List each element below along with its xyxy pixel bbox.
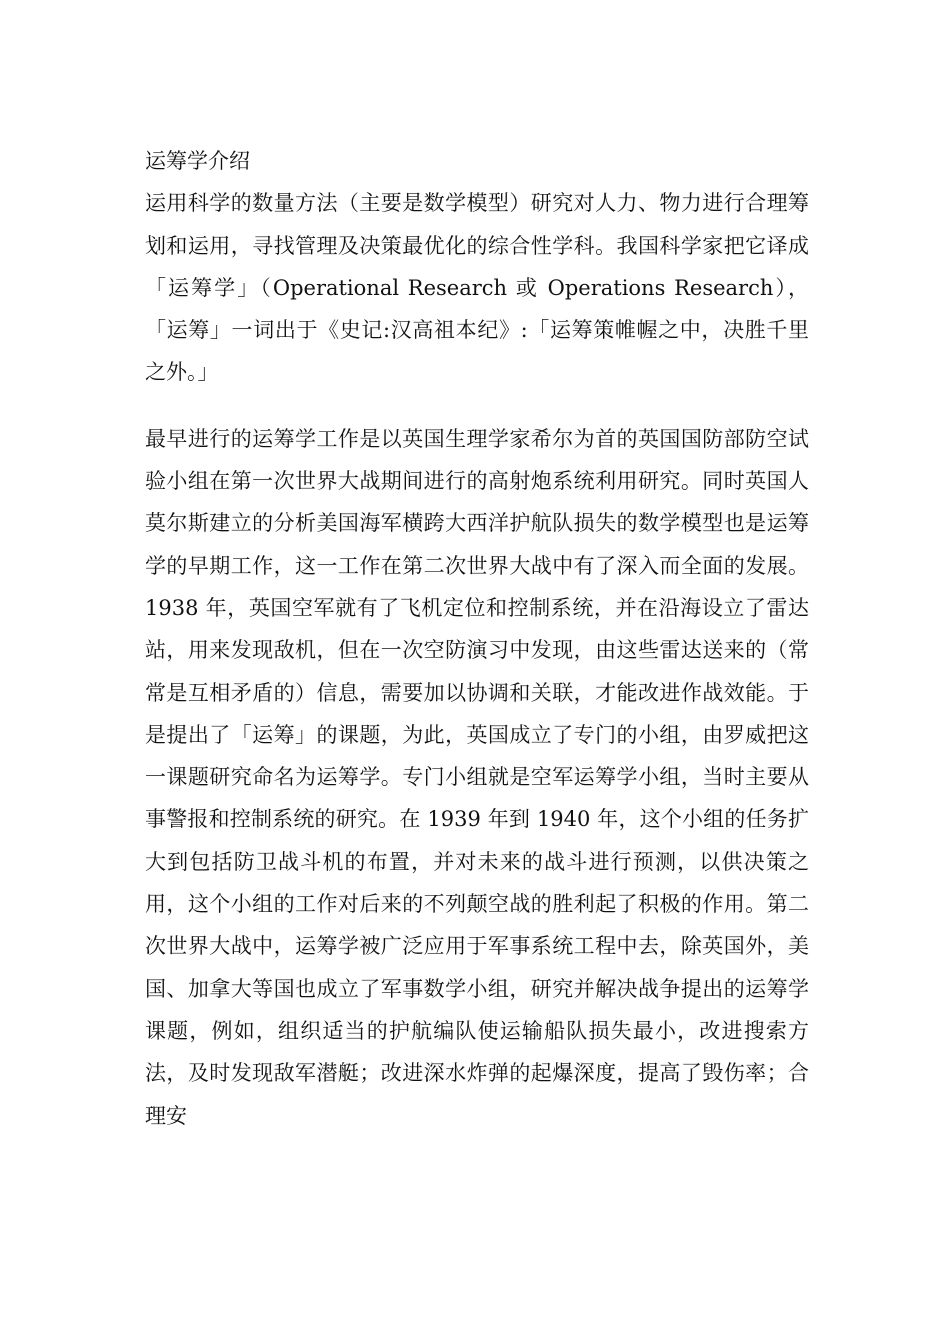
document-body bbox=[145, 140, 809, 1137]
paragraph-definition: 运用科学的数量方法（主要是数学模型）研究对人力、物力进行合理筹划和运用，寻找管理及决策最优化的综合性学科。我国科学家把它译成「运筹学」（Operational Research 或 Operations Research），「运筹」一词出于《史记:汉高祖本纪》:「运筹策帷幄之中，决胜千里之外。」 bbox=[145, 191, 809, 385]
paragraph-history: 最早进行的运筹学工作是以英国生理学家希尔为首的英国国防部防空试验小组在第一次世界大战期间进行的高射炮系统利用研究。同时英国人莫尔斯建立的分析美国海军横跨大西洋护航队损失的数学模型也是运筹学的早期工作，这一工作在第二次世界大战中有了深入而全面的发展。1938 年，英国空军就有了飞机定位和控制系统，并在沿海设立了雷达站，用来发现敌机，但在一次空防演习中发现，由这些雷达送来的（常常是互相矛盾的）信息，需要加以协调和关联，才能改进作战效能。于是提出了「运筹」的课题，为此，英国成立了专门的小组，由罗威把这一课题研究命名为运筹学。专门小组就是空军运筹学小组，当时主要从事警报和控制系统的研究。在 1939 年到 1940 年，这个小组的任务扩大到包括防卫战斗机的布置，并对未来的战斗进行预测，以供决策之用，这个小组的工作对后来的不列颠空战的胜利起了积极的作用。第二次世界大战中，运筹学被广泛应用于军事系统工程中去，除英国外，美国、加拿大等国也成立了军事数学小组，研究并解决战争提出的运筹学课题，例如，组织适当的护航编队使运输船队损失最小，改进搜索方法，及时发现敌军潜艇；改进深水炸弹的起爆深度，提高了毁伤率；合理安 bbox=[145, 426, 809, 1128]
document-title: 运筹学介绍 bbox=[145, 149, 250, 173]
